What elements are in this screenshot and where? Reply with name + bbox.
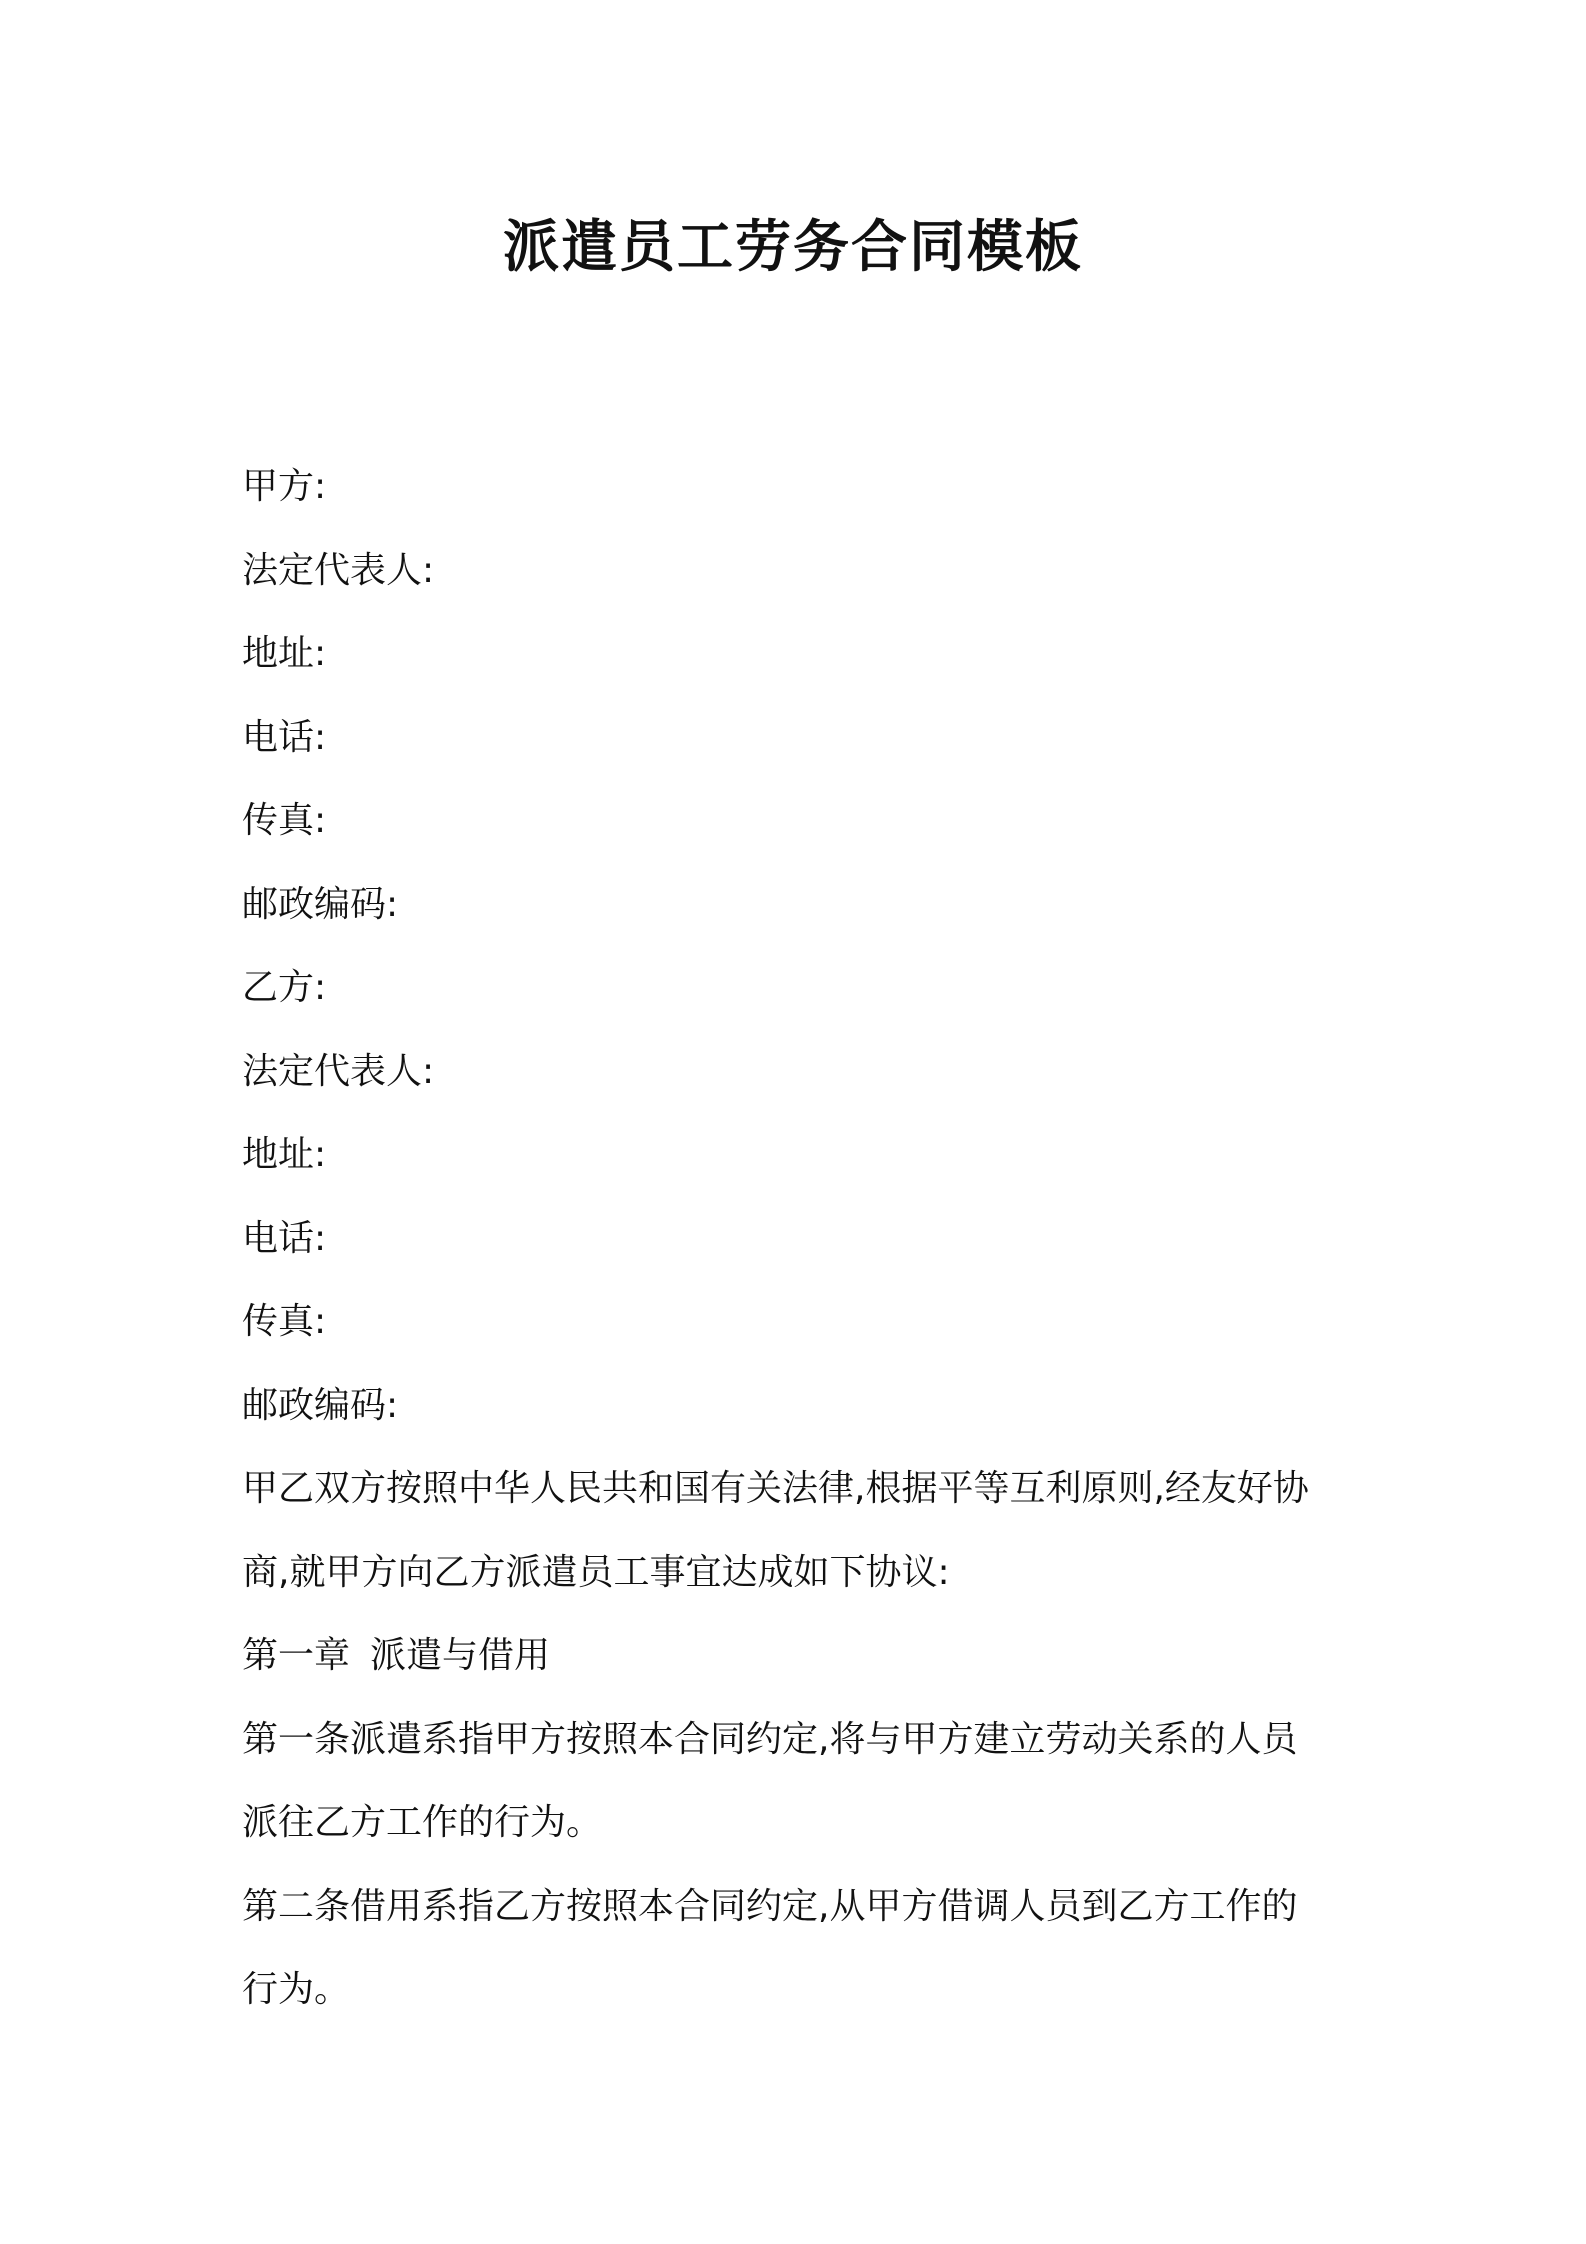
preamble-paragraph	[242, 1447, 1362, 1614]
party-a-postcode-label: 邮政编码:	[242, 883, 399, 925]
party-a-phone-label: 电话:	[242, 716, 327, 758]
chapter-title: 派遣与借用	[370, 1635, 551, 1676]
preamble-line: 商,就甲方向乙方派遣员工事宜达成如下协议:	[242, 1551, 950, 1593]
party-b-block	[242, 946, 1362, 1447]
party-b-postcode-label: 邮政编码:	[242, 1384, 399, 1426]
preamble-line: 甲乙双方按照中华人民共和国有关法律,根据平等互利原则,经友好协	[242, 1468, 1309, 1509]
article-1-line: 第一条派遣系指甲方按照本合同约定,将与甲方建立劳动关系的人员	[242, 1718, 1298, 1760]
article-2-paragraph	[242, 1865, 1362, 2032]
party-b-label: 乙方:	[242, 967, 327, 1008]
chapter-heading	[242, 1614, 1362, 1698]
party-a-label: 甲方:	[242, 466, 327, 507]
party-b-address-label: 地址:	[242, 1134, 327, 1175]
party-a-block	[242, 445, 1362, 946]
article-2-line: 第二条借用系指乙方按照本合同约定,从甲方借调人员到乙方工作的	[242, 1885, 1298, 1927]
party-b-legal-rep-label: 法定代表人:	[242, 1050, 435, 1092]
article-1-line: 派往乙方工作的行为。	[242, 1802, 603, 1843]
contract-body	[242, 445, 1362, 2032]
article-1-paragraph	[242, 1698, 1362, 1865]
article-2-line: 行为。	[242, 1969, 351, 2010]
document-title: 派遣员工劳务合同模板	[503, 215, 1083, 280]
party-b-phone-label: 电话:	[242, 1217, 327, 1259]
party-a-address-label: 地址:	[242, 633, 327, 674]
chapter-number: 第一章	[242, 1635, 351, 1676]
party-a-fax-label: 传真:	[242, 800, 327, 841]
party-a-legal-rep-label: 法定代表人:	[242, 549, 435, 591]
party-b-fax-label: 传真:	[242, 1301, 327, 1342]
